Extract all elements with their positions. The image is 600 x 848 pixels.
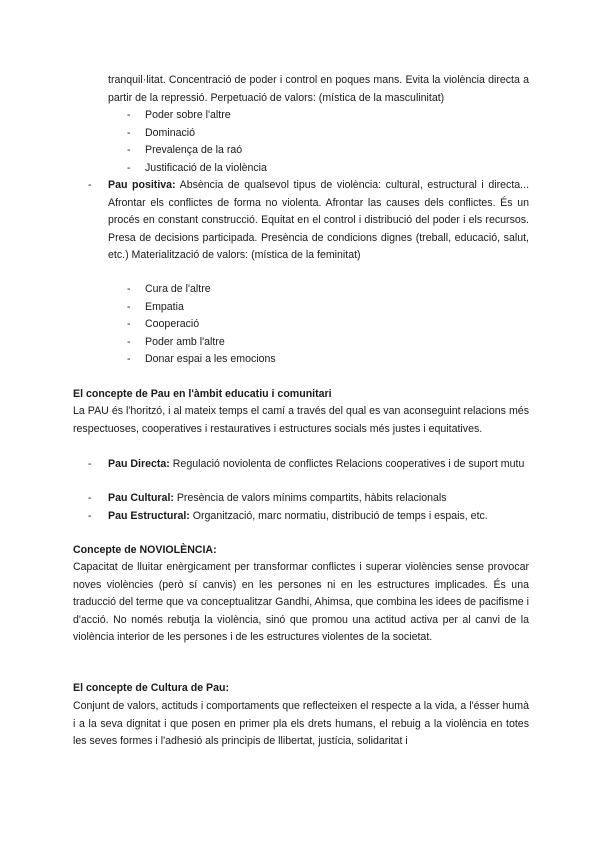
bullet-text: Organització, marc normatiu, distribució de temps i espais, etc. xyxy=(189,510,488,522)
positive-peace-text: Absència de qualsevol tipus de violència: cultural, estructural i directa... Afrontar els conflictes de forma no violenta. Afrontar las causes dels conflictes. És un procés en constant construcció. Equitat en el control i distribució del poder i els recursos. Presa de decisions participada. Presència de condicions dignes (treball, educació, salut, etc.) Materialització de valors: (mística de la feminitat) xyxy=(108,179,530,262)
bullet-dash: - xyxy=(88,510,92,522)
section-heading-nonviolence: Concepte de NOVIOLÈNCIA: xyxy=(73,544,217,556)
list-item: - Poder amb l'altre xyxy=(127,334,507,352)
negative-peace-continuation: tranquil·litat. Concentració de poder i control en poques mans. Evita la violència directa a partir de la repressió. Perpetuació de valors: (mística de la masculinitat) xyxy=(108,74,529,104)
bullet-dash: - xyxy=(88,458,92,470)
list-item: - Dominació xyxy=(127,125,507,143)
bullet-label: Pau Cultural: xyxy=(108,492,174,504)
bullet-dash: - xyxy=(88,492,92,504)
section-text-nonviolence: Capacitat de lluitar enèrgicament per transformar conflictes i superar violències sense provocar noves violències (però sí canvis) en les persones ni en les estructures implicades. És una traducció del terme que va conceptualitzar Gandhi, Ahimsa, que combina les idees de pacifisme i d'acció. No només rebutja la violència, sinó que promou una actitud activa per al canvi de la violència interior de les persones i de les estructures violentes de la societat. xyxy=(73,561,529,644)
list-item: - Justificació de la violència xyxy=(127,160,507,178)
positive-peace-item xyxy=(88,177,529,265)
list-item: - Poder sobre l'altre xyxy=(127,107,507,125)
list-item: - Cooperació xyxy=(127,316,507,334)
bullet-dash: - xyxy=(88,179,92,191)
negative-peace-list xyxy=(127,107,507,177)
positive-peace-list xyxy=(127,281,507,369)
section-heading-culture: El concepte de Cultura de Pau: xyxy=(73,682,229,694)
section-text-educational: La PAU és l'horitzó, i al mateix temps el camí a través del qual es van aconseguint relacions més respectuoses, cooperatives i restauratives i estructures socials més justes i equitatives. xyxy=(73,405,529,435)
positive-peace-label: Pau positiva: xyxy=(108,179,176,191)
bullet-text: Presència de valors mínims compartits, hàbits relacionals xyxy=(173,492,447,504)
list-item: - Empatia xyxy=(127,299,507,317)
bullet-label: Pau Directa: xyxy=(108,458,170,470)
educational-bullet xyxy=(88,456,529,474)
list-item: - Donar espai a les emocions xyxy=(127,351,507,369)
bullet-text: Regulació noviolenta de conflictes Relacions cooperatives i de suport mutu xyxy=(169,458,525,470)
list-item: - Cura de l'altre xyxy=(127,281,507,299)
list-item: - Prevalença de la raó xyxy=(127,142,507,160)
section-text-culture: Conjunt de valors, actituds i comportaments que reflecteixen el respecte a la vida, a l'ésser humà i a la seva dignitat i que posen en primer pla els drets humans, el rebuig a la violència en totes les seves formes i l'adhesió als principis de llibertat, justícia, solidaritat i xyxy=(73,700,529,748)
section-heading-educational: El concepte de Pau en l'àmbit educatiu i comunitari xyxy=(73,388,332,400)
educational-bullet xyxy=(88,508,529,526)
bullet-label: Pau Estructural: xyxy=(108,510,190,522)
educational-bullet xyxy=(88,490,529,508)
